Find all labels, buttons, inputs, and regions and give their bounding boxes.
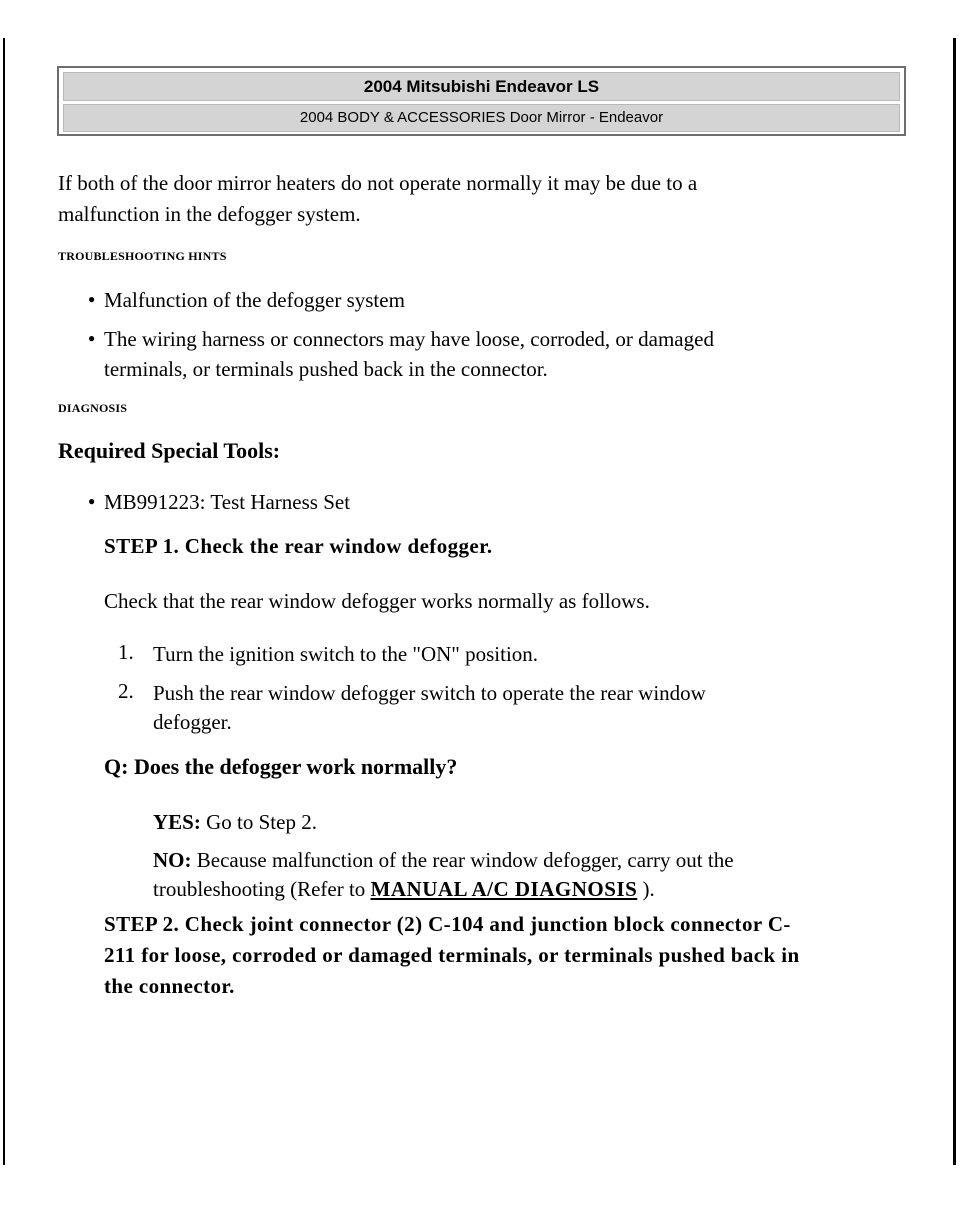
section-subtitle: 2004 BODY & ACCESSORIES Door Mirror - Endeavor (63, 104, 900, 132)
step-item: Turn the ignition switch to the "ON" position. (153, 642, 539, 666)
manual-ac-diagnosis-link[interactable]: MANUAL A/C DIAGNOSIS (370, 877, 638, 901)
tools-heading: Required Special Tools: (58, 438, 281, 463)
step2-title-line-1: STEP 2. Check joint connector (2) C-104 and junction block connector C- (104, 912, 791, 936)
step1-title: STEP 1. Check the rear window defogger. (104, 534, 493, 558)
step1-question: Q: Does the defogger work normally? (104, 754, 458, 779)
step-number: 1. (118, 640, 134, 664)
step1-intro: Check that the rear window defogger works normally as follows. (104, 589, 650, 613)
step2-title-line-3: the connector. (104, 974, 235, 998)
no-label: NO: (153, 848, 192, 872)
no-text: Because malfunction of the rear window defogger, carry out the (191, 848, 734, 872)
page-right-border (953, 38, 956, 1165)
no-text-suffix: ). (637, 877, 655, 901)
answer-yes (153, 807, 317, 837)
step-item-continued: defogger. (153, 710, 232, 734)
troubleshooting-heading: TROUBLESHOOTING HINTS (58, 249, 227, 263)
intro-line-2: malfunction in the defogger system. (58, 202, 361, 226)
bullet-icon: ● (88, 292, 96, 306)
bullet-icon: ● (88, 331, 96, 345)
diagnosis-heading: DIAGNOSIS (58, 401, 128, 415)
hint-item-continued: terminals, or terminals pushed back in the connector. (104, 357, 548, 381)
document-header (57, 66, 906, 136)
answer-no (153, 845, 734, 875)
page-left-border (3, 38, 5, 1165)
hint-item: Malfunction of the defogger system (104, 288, 405, 312)
step2-title-line-2: 211 for loose, corroded or damaged terminals, or terminals pushed back in (104, 943, 800, 967)
hint-item: The wiring harness or connectors may have loose, corroded, or damaged (104, 327, 714, 351)
yes-text: Go to Step 2. (200, 810, 317, 834)
step-item: Push the rear window defogger switch to operate the rear window (153, 681, 706, 705)
no-text-prefix: troubleshooting (Refer to (153, 877, 371, 901)
vehicle-title: 2004 Mitsubishi Endeavor LS (63, 72, 900, 101)
bullet-icon: ● (88, 494, 96, 508)
yes-label: YES: (153, 810, 201, 834)
step-number: 2. (118, 679, 134, 703)
answer-no-continued (153, 874, 655, 904)
tool-item: MB991223: Test Harness Set (104, 490, 351, 514)
intro-line-1: If both of the door mirror heaters do not operate normally it may be due to a (58, 171, 698, 195)
